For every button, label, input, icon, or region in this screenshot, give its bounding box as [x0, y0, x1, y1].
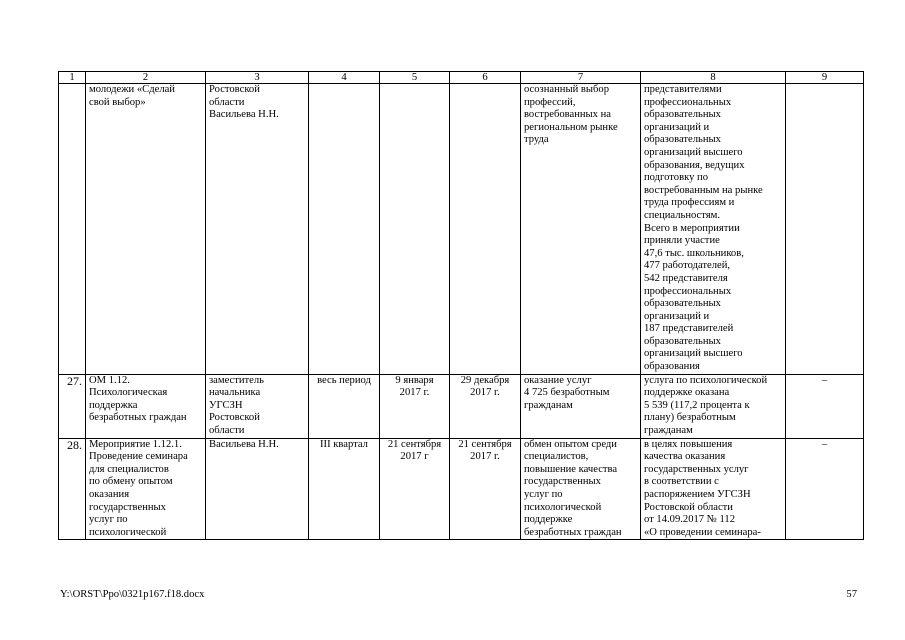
cell-line: поддержке: [524, 514, 573, 526]
cell-line: оказание услуг: [524, 374, 592, 386]
cell-line: в соответствии с: [644, 476, 719, 488]
cell-line: осознанный выбор: [524, 84, 609, 95]
cell-line: 9 января: [395, 374, 434, 386]
cell-line: области: [209, 425, 245, 437]
cell-line: свой выбор»: [89, 96, 146, 108]
col-header-3: 3: [206, 72, 309, 84]
notes-cell: [786, 374, 864, 438]
col-header-2: 2: [86, 72, 206, 84]
cell-line: –: [821, 438, 828, 450]
cell-line: организаций и: [644, 121, 710, 133]
header-row: [59, 72, 864, 84]
cell-line: 2017 г.: [470, 387, 500, 399]
actual-result-cell: [641, 374, 786, 438]
expected-result-cell: [521, 374, 641, 438]
cell-line: заместитель: [209, 374, 265, 386]
responsible-cell: [206, 374, 309, 438]
cell-line: 5 539 (117,2 процента к: [644, 399, 750, 411]
cell-line: Всего в мероприятии: [644, 222, 740, 234]
cell-line: востребованным на рынке: [644, 184, 763, 196]
report-table: [58, 71, 864, 540]
cell-line: услуг по: [89, 514, 128, 526]
col-header-5: 5: [380, 72, 450, 84]
cell-line: в целях повышения: [644, 438, 733, 450]
table-row: [59, 84, 864, 375]
cell-line: 2017 г: [400, 451, 429, 463]
cell-line: III квартал: [320, 438, 368, 450]
cell-line: –: [821, 374, 828, 386]
notes-cell: [786, 84, 864, 375]
cell-line: 187 представителей: [644, 323, 734, 335]
cell-line: начальника: [209, 387, 261, 399]
cell-line: представителями: [644, 84, 722, 95]
cell-line: ОМ 1.12.: [89, 374, 130, 386]
measure-cell: [86, 438, 206, 540]
responsible-cell: [206, 84, 309, 375]
cell-line: 542 представителя: [644, 272, 728, 284]
responsible-cell: [206, 438, 309, 540]
actual-result-cell: [641, 84, 786, 375]
table-row: [59, 438, 864, 540]
cell-line: Ростовской: [209, 412, 260, 424]
cell-line: плану) безработным: [644, 412, 736, 424]
cell-line: организаций высшего: [644, 348, 743, 360]
cell-line: государственных услуг: [644, 463, 749, 475]
cell-line: 2017 г.: [470, 451, 500, 463]
page-number: 57: [846, 589, 857, 600]
cell-line: государственных: [89, 501, 166, 513]
cell-line: образовательных: [644, 109, 721, 121]
actual-result-cell: [641, 438, 786, 540]
cell-line: образовательных: [644, 134, 721, 146]
cell-line: области: [209, 96, 245, 108]
cell-line: образования: [644, 361, 700, 373]
cell-line: 4 725 безработным: [524, 387, 610, 399]
cell-line: оказания: [89, 489, 130, 500]
cell-line: услуг по: [524, 489, 563, 500]
cell-line: Ростовской: [209, 84, 260, 95]
cell-line: специалистов,: [524, 451, 589, 463]
cell-line: качества оказания: [644, 451, 726, 463]
cell-line: государственных: [524, 476, 601, 488]
cell-line: Васильева Н.Н.: [209, 109, 279, 121]
cell-line: гражданам: [524, 399, 573, 411]
cell-line: 2017 г.: [399, 387, 430, 399]
cell-line: психологической: [89, 526, 167, 538]
end-date-cell: [450, 374, 521, 438]
cell-line: по обмену опытом: [89, 476, 173, 488]
cell-line: региональном рынке: [524, 121, 618, 133]
cell-line: приняли участие: [644, 235, 720, 247]
cell-line: труда: [524, 134, 549, 146]
cell-line: организаций высшего: [644, 146, 743, 158]
period-cell: [309, 438, 380, 540]
cell-line: весь период: [317, 374, 371, 386]
col-header-7: 7: [521, 72, 641, 84]
cell-line: от 14.09.2017 № 112: [644, 514, 736, 526]
cell-line: безработных граждан: [89, 412, 187, 424]
cell-line: Мероприятие 1.12.1.: [89, 438, 182, 450]
expected-result-cell: [521, 84, 641, 375]
cell-line: образовательных: [644, 335, 721, 347]
col-header-6: 6: [450, 72, 521, 84]
col-header-8: 8: [641, 72, 786, 84]
cell-line: образовательных: [644, 298, 721, 310]
table-row: [59, 374, 864, 438]
period-cell: [309, 374, 380, 438]
cell-line: образования, ведущих: [644, 159, 745, 171]
start-date-cell: [380, 438, 450, 540]
period-cell: [309, 84, 380, 375]
cell-line: 477 работодателей,: [644, 260, 731, 272]
cell-line: профессиональных: [644, 96, 732, 108]
cell-line: гражданам: [644, 425, 693, 437]
cell-line: безработных граждан: [524, 526, 622, 538]
cell-line: УГСЗН: [209, 399, 243, 411]
cell-line: специальностям.: [644, 209, 720, 221]
start-date-cell: [380, 84, 450, 375]
row-number: [59, 84, 86, 375]
notes-cell: [786, 438, 864, 540]
cell-line: организаций и: [644, 310, 710, 322]
cell-line: 21 сентября: [458, 438, 512, 450]
cell-line: Ростовской области: [644, 501, 733, 513]
cell-line: 47,6 тыс. школьников,: [644, 247, 744, 259]
col-header-4: 4: [309, 72, 380, 84]
cell-line: психологической: [524, 501, 602, 513]
cell-line: услуга по психологической: [644, 374, 768, 386]
expected-result-cell: [521, 438, 641, 540]
end-date-cell: [450, 84, 521, 375]
row-number: 27.: [59, 374, 86, 438]
cell-line: Проведение семинара: [89, 451, 188, 463]
cell-line: повышение качества: [524, 463, 618, 475]
start-date-cell: [380, 374, 450, 438]
cell-line: «О проведении семинара-: [644, 526, 761, 538]
cell-line: 21 сентября: [387, 438, 442, 450]
cell-line: распоряжением УГСЗН: [644, 489, 751, 500]
end-date-cell: [450, 438, 521, 540]
cell-line: Психологическая: [89, 387, 168, 399]
col-header-9: 9: [786, 72, 864, 84]
cell-line: поддержке оказана: [644, 387, 730, 399]
cell-line: профессиональных: [644, 285, 732, 297]
col-header-1: 1: [59, 72, 86, 84]
cell-line: 29 декабря: [460, 374, 510, 386]
cell-line: обмен опытом среди: [524, 438, 617, 450]
cell-line: поддержка: [89, 399, 138, 411]
cell-line: востребованных на: [524, 109, 611, 121]
measure-cell: [86, 374, 206, 438]
cell-line: Васильева Н.Н.: [209, 438, 279, 450]
cell-line: молодежи «Сделай: [89, 84, 175, 95]
cell-line: труда профессиям и: [644, 197, 735, 209]
measure-cell: [86, 84, 206, 375]
footer-file-path: Y:\ORST\Ppo\0321p167.f18.docx: [60, 589, 205, 600]
row-number: 28.: [59, 438, 86, 540]
cell-line: профессий,: [524, 96, 576, 108]
cell-line: для специалистов: [89, 463, 169, 475]
cell-line: подготовку по: [644, 172, 708, 184]
